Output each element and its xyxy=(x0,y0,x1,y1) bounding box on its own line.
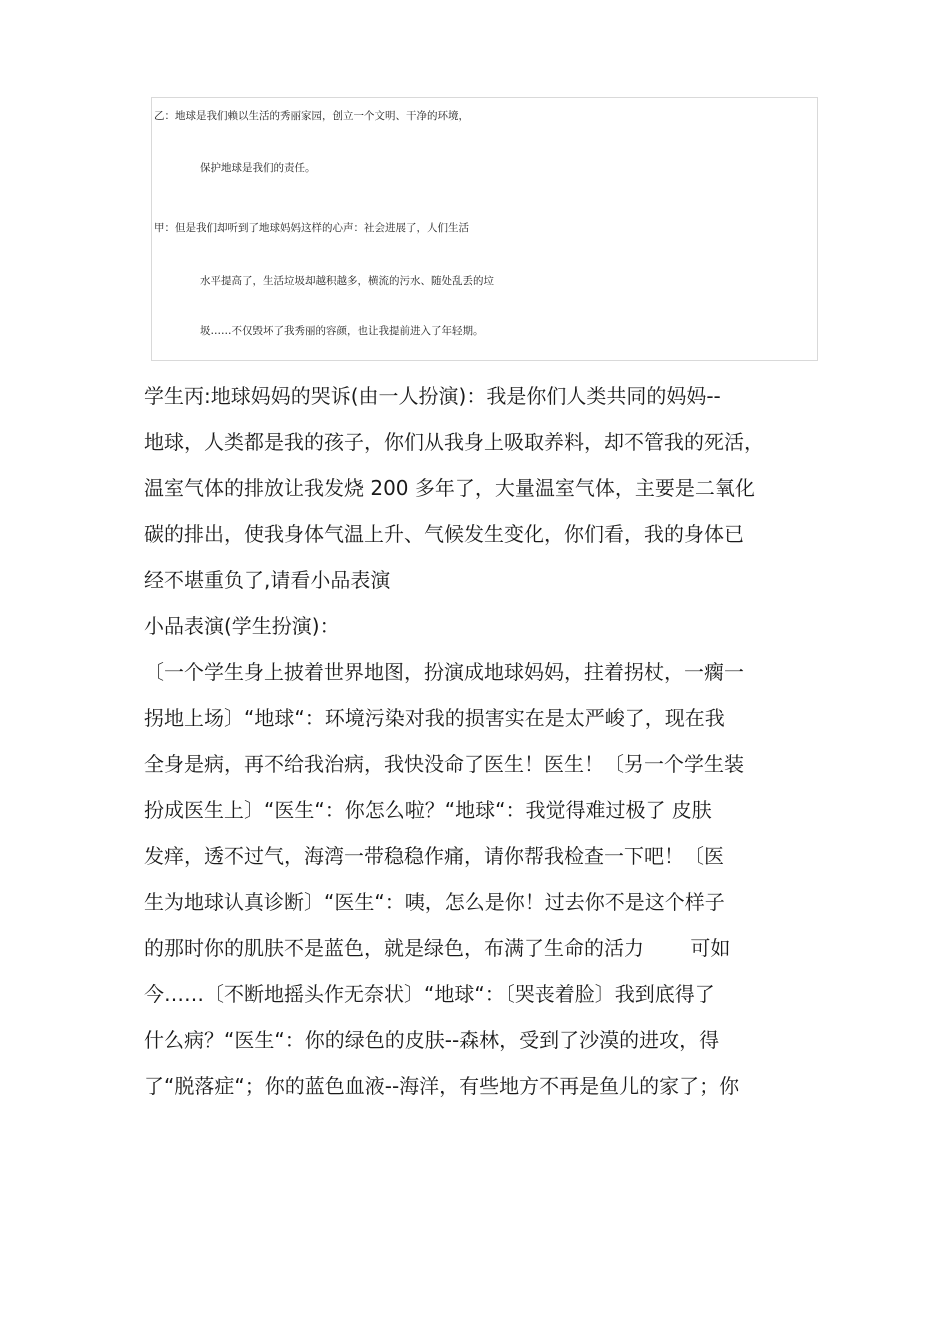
excerpt-line: 圾……不仅毁坏了我秀丽的容颜，也让我提前进入了年轻期。 xyxy=(200,325,484,337)
excerpt-line: 乙：地球是我们赖以生活的秀丽家园，创立一个文明、干净的环境， xyxy=(154,110,469,122)
text-line: 什么病？“医生“：你的绿色的皮肤--森林，受到了沙漠的进攻，得 xyxy=(144,1028,720,1052)
text-line: 扮成医生上〕“医生“：你怎么啦？“地球“：我觉得难过极了 皮肤 xyxy=(144,798,712,822)
text-line: 发痒，透不过气，海湾一带稳稳作痛，请你帮我检查一下吧！〔医 xyxy=(144,844,724,868)
text-line: 经不堪重负了,请看小品表演 xyxy=(144,568,391,592)
excerpt-line: 保护地球是我们的责任。 xyxy=(200,162,316,174)
text-line: 生为地球认真诊断〕“医生“：咦，怎么是你！过去你不是这个样子 xyxy=(144,890,725,914)
text-line: 今……〔不断地摇头作无奈状〕“地球“：〔哭丧着脸〕我到底得了 xyxy=(144,982,715,1006)
text-line: 全身是病，再不给我治病，我快没命了医生！医生！〔另一个学生装 xyxy=(144,752,744,776)
excerpt-line: 甲：但是我们却听到了地球妈妈这样的心声：社会进展了，人们生活 xyxy=(154,222,469,234)
text-line: 的那时你的肌肤不是蓝色，就是绿色，布满了生命的活力 可如 xyxy=(144,936,731,960)
main-text xyxy=(144,373,824,1109)
text-line: 学生丙:地球妈妈的哭诉(由一人扮演)：我是你们人类共同的妈妈-- xyxy=(144,384,721,408)
text-line: 〔一个学生身上披着世界地图，扮演成地球妈妈，拄着拐杖，一瘸一 xyxy=(144,660,744,684)
text-line: 小品表演(学生扮演)： xyxy=(144,614,340,638)
text-line: 拐地上场〕“地球“：环境污染对我的损害实在是太严峻了，现在我 xyxy=(144,706,725,730)
boxed-excerpt xyxy=(151,97,818,361)
text-line: 碳的排出，使我身体气温上升、气候发生变化，你们看，我的身体已 xyxy=(144,522,744,546)
text-line: 地球，人类都是我的孩子，你们从我身上吸取养料，却不管我的死活， xyxy=(144,430,764,454)
excerpt-line: 水平提高了，生活垃圾却越积越多，横流的污水、随处乱丢的垃 xyxy=(200,275,494,287)
text-line: 温室气体的排放让我发烧 200 多年了，大量温室气体，主要是二氧化 xyxy=(144,476,755,500)
text-line: 了“脱落症“；你的蓝色血液--海洋，有些地方不再是鱼儿的家了；你 xyxy=(144,1074,740,1098)
